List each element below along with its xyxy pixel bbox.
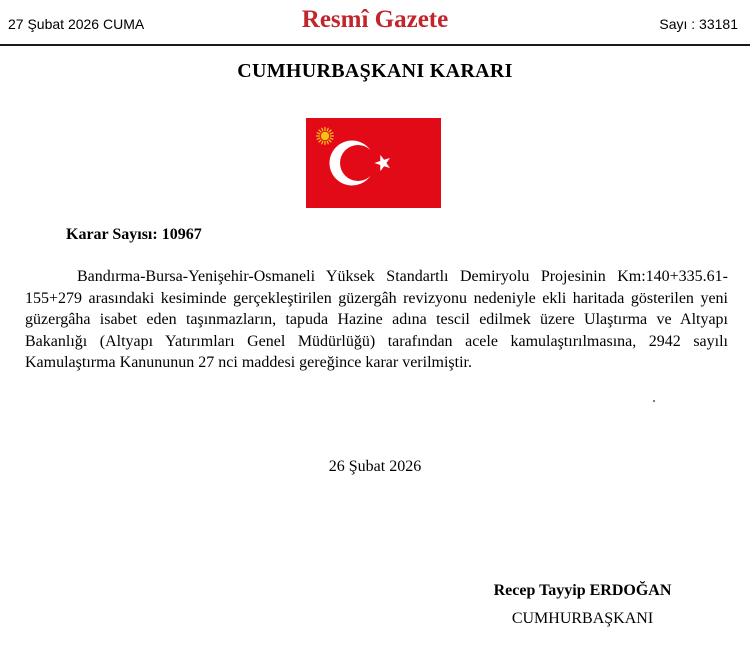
signer-name: Recep Tayyip ERDOĞAN [493,582,672,599]
signer-title: CUMHURBAŞKANI [511,610,654,627]
turkish-flag-icon [306,118,441,208]
decree-heading: CUMHURBAŞKANI KARARI [237,60,513,82]
decision-number: Karar Sayısı: 10967 [66,226,202,243]
gazette-title: Resmî Gazete [301,6,449,33]
issue-number: Sayı : 33181 [659,16,738,32]
header-divider [0,44,750,46]
gazette-header [0,0,750,48]
publication-date: 27 Şubat 2026 CUMA [8,16,145,32]
decree-body: Bandırma-Bursa-Yenişehir-Osmaneli Yüksek Standartlı Demiryolu Projesinin Km:140+335.61-155+279 arasındaki kesiminde gerçekleştirilen güzergâh revizyonu nedeniyle ekli haritada gösterilen yeni güzergâha isabet eden taşınmazların, tapuda Hazine adına tescil edilmek üzere Ulaştırma ve Altyapı Bakanlığı (Altyapı Yatırımları Genel Müdürlüğü) tarafından acele kamulaştırılmasına, 2942 sayılı Kamulaştırma Kanununun 27 nci maddesi gereğince karar verilmiştir. [25,268,728,372]
seal-icon [317,128,334,145]
signing-date: 26 Şubat 2026 [328,458,422,475]
stray-dot [653,400,655,402]
